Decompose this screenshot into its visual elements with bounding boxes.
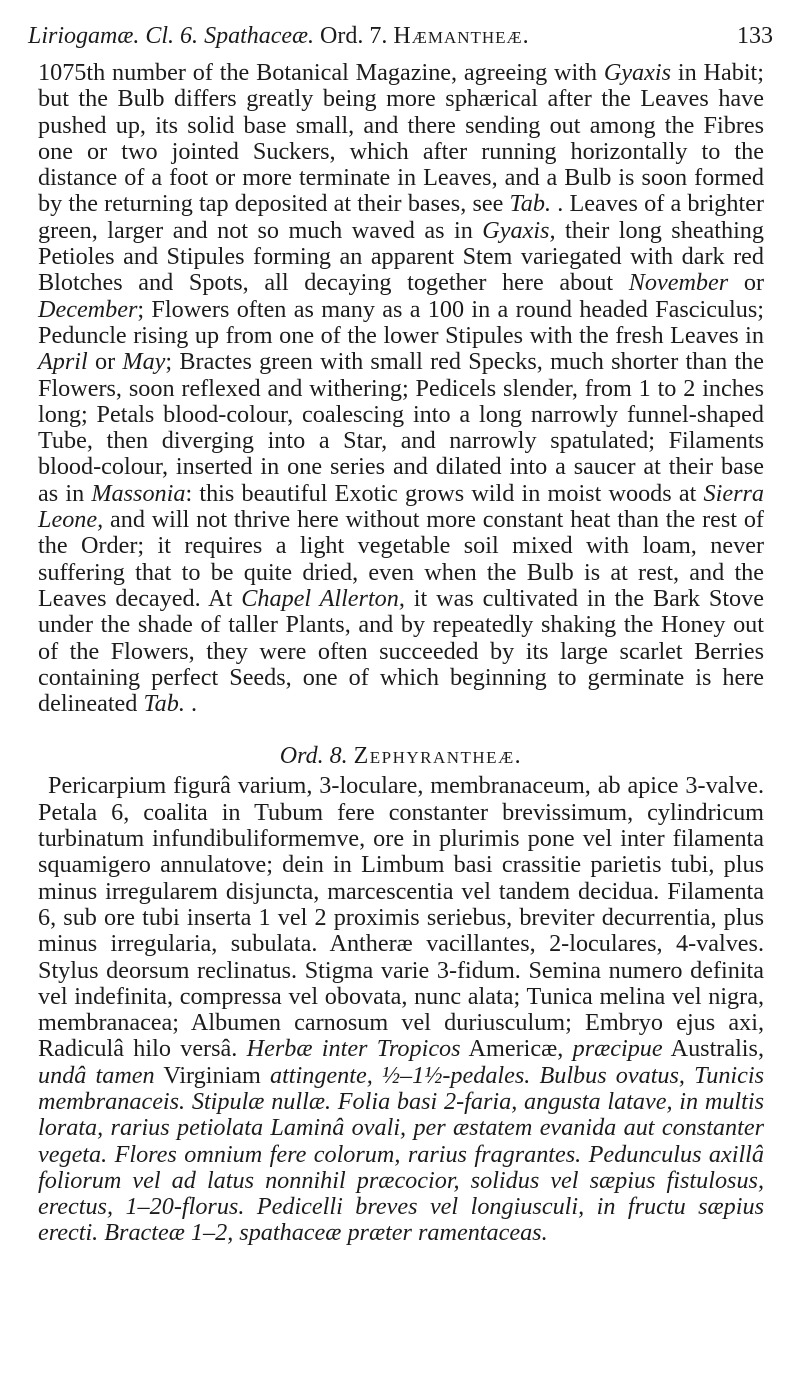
text-run-italic: April: [38, 348, 88, 376]
text-run: .: [184, 690, 197, 718]
text-run-italic: May: [122, 348, 166, 376]
text-run-italic: Massonia: [91, 479, 186, 507]
text-run: 1075th number of the Botanical Magazine, agreeing with: [38, 59, 604, 86]
header-ord: Ord. 7.: [320, 23, 388, 49]
text-run: Pericarpium figurâ varium, 3-loculare, membranaceum, ab apice 3-valve. Petala 6, coalita in Tubum fere constanter brevissimum, cylindricum turbinatum infundibuliformemve, ore in plurimis pone vel inter filamenta squamigero annulatove; dein in Limbum basi crassitie parietis tubi, plus minus irregularem disjuncta, marcescentia vel tandem decidua. Filamenta 6, sub ore tubi inserta 1 vel 2 proximis seriebus, breviter decurrentia, plus minus irregularia, subulata. Antheræ vacillantes, 2-loculares, 4-valves. Stylus deorsum reclinatus. Stigma varie 3-fidum. Semina numero definita vel indefinita, compressa vel obovata, nunc alata; Tunica melina vel nigra, membranacea; Albumen carnosum vel duriusculum; Embryo ejus axi, Radiculâ hilo versâ.: [38, 772, 764, 1063]
text-run: ; Flowers often as many as a 100 in a round headed Fasciculus; Peduncle rising up from one of the lower Stipules with the fresh Leaves in: [38, 295, 764, 349]
text-run-italic: Sierra Leone,: [38, 479, 765, 534]
header-classification: [28, 16, 530, 56]
text-run: Australis,: [662, 1035, 764, 1063]
text-run: Americæ,: [460, 1035, 573, 1063]
text-run: or: [728, 269, 764, 297]
text-run: . Leaves of a brighter green, larger and not so much waved as in: [38, 190, 764, 244]
running-header: [28, 16, 773, 56]
text-run-italic: undâ tamen: [38, 1061, 155, 1089]
text-run-italic: Tab.: [509, 190, 552, 218]
order-label: Ord.: [279, 743, 324, 770]
text-run-italic: præcipue: [572, 1035, 663, 1063]
header-class-num: Cl. 6.: [145, 23, 199, 49]
order-heading: [38, 741, 764, 771]
text-run: their long sheathing Petioles and Stipules forming an apparent Stem variegated with dark red Blotches and Spots, all decaying together here about: [38, 216, 764, 297]
text-run-italic: Gyaxis,: [482, 216, 556, 244]
text-run-italic: November: [628, 269, 729, 297]
page-body: [38, 60, 764, 1247]
text-run: : this beautiful Exotic grows wild in moist woods at: [185, 479, 704, 507]
text-run: and will not thrive here without more constant heat than the rest of the Order; it requires a light vegetable soil mixed with loam, never suffering that to be quite dried, even when the Bulb is at rest, and the Leaves decayed. At: [38, 506, 764, 612]
text-run: it was cultivated in the Bark Stove under the shade of taller Plants, and by repeatedly shaking the Honey out of the Flowers, they were often succeeded by its large scarlet Berries containing perfect Seeds, one of which beginning to germinate is here delineated: [38, 584, 764, 718]
text-run: ; Bractes green with small red Specks, much shorter than the Flowers, soon reflexed and withering; Pedicels slender, from 1 to 2 inches long; Petals blood-colour, coalescing into a long narrowly funnel-shaped Tube, then diverging into a Star, and narrowly spatulated; Filaments blood-colour, inserted in one series and dilated into a saucer at their base as in: [38, 348, 764, 507]
text-run-italic: Gyaxis: [603, 59, 672, 86]
header-family: Spathaceæ.: [204, 23, 315, 49]
order-number: 8.: [329, 743, 348, 770]
header-tribe: Hæmanthеæ.: [393, 23, 530, 49]
text-run-italic: Chapel Allerton,: [241, 584, 405, 612]
paragraph-description: [38, 60, 764, 717]
text-run-italic: Herbæ inter Tropicos: [246, 1035, 461, 1063]
text-run-italic: December: [38, 295, 138, 323]
text-run-italic: Tab.: [143, 690, 185, 718]
order-name: Zephyranthеæ.: [353, 743, 523, 770]
text-run: Virginiam: [154, 1061, 270, 1089]
text-run: in Habit; but the Bulb differs greatly being more sphærical after the Leaves have pushed up, its solid base small, and there sending out among the Fibres one or two jointed Suckers, which after running horizontally to the distance of a foot or more terminate in Leaves, and a Bulb is soon formed by the returning tap deposited at their bases, see: [38, 59, 764, 218]
page-number: 133: [737, 23, 773, 49]
paragraph-latin-description: [38, 773, 764, 1246]
header-class-label: Liriogamæ.: [28, 23, 140, 49]
text-run: or: [87, 348, 123, 376]
text-run-italic: attingente, ½–1½-pedales. Bulbus ovatus, Tunicis membranaceis. Stipulæ nullæ. Folia basi 2-faria, angusta latave, in multis lorata, rarius petiolata Laminâ ovali, per æstatem evanida aut constanter vegeta. Flores omnium fere colorum, rarius fragrantes. Pedunculus axillâ foliorum vel ad latus nonnihil præcocior, solidus vel sæpius fistulosus, erectus, 1–20-florus. Pedicelli breves vel longiusculi, in fructu sæpius erecti. Bracteæ 1–2, spathaceæ præter ramentaceas.: [38, 1061, 765, 1247]
